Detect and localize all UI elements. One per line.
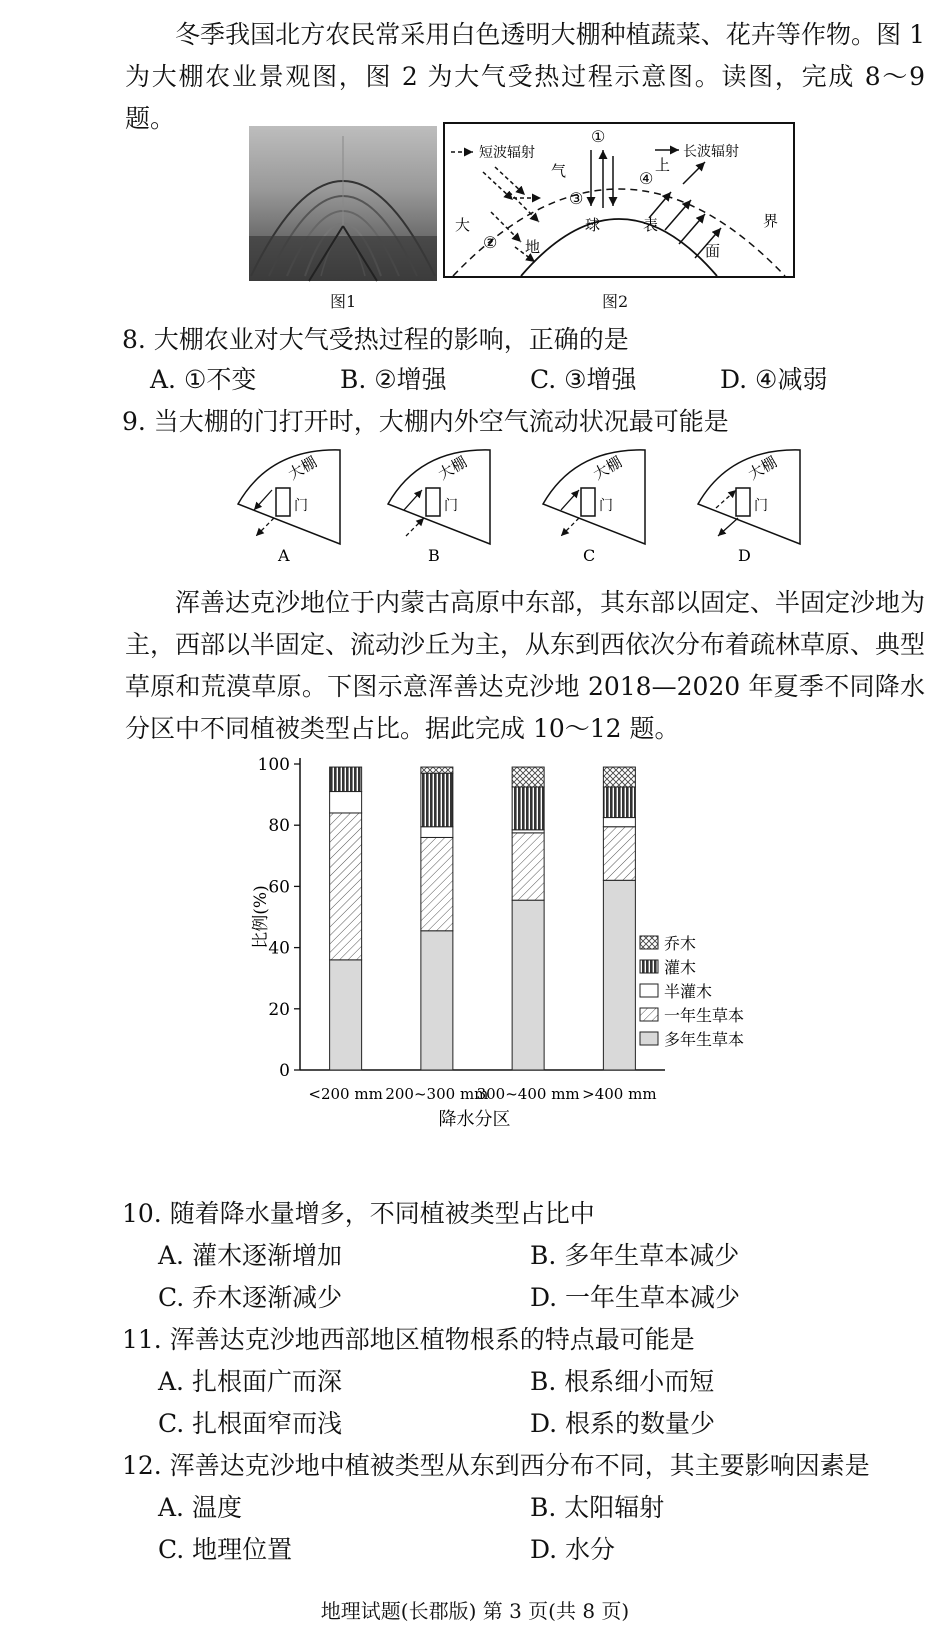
atmosphere-heating-diagram xyxy=(443,122,795,280)
q9-greenhouse-diagrams xyxy=(230,448,830,568)
q8-option-b[interactable]: B. ②增强 xyxy=(340,365,447,394)
atmos-char-3: 上 xyxy=(655,156,671,174)
question-12-stem: 12. 浑善达克沙地中植被类型从东到西分布不同，其主要影响因素是 xyxy=(122,1451,870,1480)
bar-4-series-2 xyxy=(603,827,635,881)
greenhouse-label-d: 大棚 xyxy=(745,452,780,484)
q11-option-d[interactable]: D. 根系的数量少 xyxy=(530,1409,716,1438)
earth-char-1: 地 xyxy=(525,238,541,256)
q9-option-d[interactable]: D xyxy=(738,546,751,565)
q12-option-c[interactable]: C. 地理位置 xyxy=(158,1535,293,1564)
q8-option-c[interactable]: C. ③增强 xyxy=(530,365,637,394)
bar-4-series-4 xyxy=(603,787,635,818)
x-tick-label-1: <200 mm xyxy=(308,1085,383,1103)
q12-option-a[interactable]: A. 温度 xyxy=(158,1493,242,1522)
intro-paragraph-2: 浑善达克沙地位于内蒙古高原中东部，其东部以固定、半固定沙地为主，西部以半固定、流动沙丘为主，从东到西依次分布着疏林草原、典型草原和荒漠草原。下图示意浑善达克沙地 2018—2020 年夏季不同降水分区中不同植被类型占比。据此完成 10～12 题。 xyxy=(125,588,926,743)
y-tick-label-0: 0 xyxy=(279,1061,290,1081)
earth-char-2: 球 xyxy=(585,216,601,234)
question-10-stem: 10. 随着降水量增多，不同植被类型占比中 xyxy=(122,1199,595,1228)
earth-char-4: 面 xyxy=(705,242,721,260)
atmos-char-1: 大 xyxy=(455,216,471,234)
atmos-char-2: 气 xyxy=(551,162,567,180)
q9-option-a[interactable]: A xyxy=(278,546,290,565)
marker-3: ③ xyxy=(569,189,584,208)
q8-option-d[interactable]: D. ④减弱 xyxy=(720,365,828,394)
q9-diagram-b xyxy=(388,450,490,565)
q9-diagram-d xyxy=(698,450,800,565)
bar-2-series-3 xyxy=(421,827,453,838)
vegetation-ratio-chart xyxy=(250,752,745,1137)
y-tick-label-60: 60 xyxy=(268,877,290,898)
bar-4-series-3 xyxy=(603,818,635,827)
long-wave-label: 长波辐射 xyxy=(683,144,739,160)
bar-3-series-2 xyxy=(512,833,544,900)
greenhouse-label-c: 大棚 xyxy=(590,452,625,484)
bar-1-series-3 xyxy=(330,792,362,813)
bar-2-series-5 xyxy=(421,767,453,773)
legend-swatch-3 xyxy=(640,984,658,997)
x-tick-label-3: 300~400 mm xyxy=(476,1085,580,1103)
bar-1-series-4 xyxy=(330,767,362,791)
legend-swatch-1 xyxy=(640,1032,658,1045)
bar-4-series-1 xyxy=(603,880,635,1070)
legend-swatch-4 xyxy=(640,960,658,973)
figure-2-caption: 图2 xyxy=(602,292,629,311)
bar-2-series-4 xyxy=(421,773,453,827)
short-wave-label: 短波辐射 xyxy=(479,145,535,161)
atmosphere-boundary xyxy=(453,189,785,276)
x-axis-label: 降水分区 xyxy=(438,1109,511,1130)
y-tick-label-80: 80 xyxy=(268,816,290,837)
atmos-char-4: 界 xyxy=(763,212,779,230)
marker-1: ① xyxy=(591,127,606,146)
bar-3-series-5 xyxy=(512,767,544,787)
q9-diagram-c xyxy=(543,450,645,565)
q9-option-c[interactable]: C xyxy=(583,546,596,565)
greenhouse-photo xyxy=(249,126,437,281)
intro-paragraph-1: 冬季我国北方农民常采用白色透明大棚种植蔬菜、花卉等作物。图 1 为大棚农业景观图，图 2 为大气受热过程示意图。读图，完成 8～9 题。 xyxy=(125,20,925,133)
q12-option-d[interactable]: D. 水分 xyxy=(530,1535,616,1564)
legend-label-1: 多年生草本 xyxy=(664,1030,745,1049)
marker-2: ② xyxy=(483,233,498,252)
earth-surface xyxy=(521,219,717,276)
door-label-c: 门 xyxy=(599,498,613,514)
y-axis-label: 比例(%) xyxy=(251,885,271,949)
bar-2-series-2 xyxy=(421,837,453,930)
earth-char-3: 表 xyxy=(643,216,659,234)
bar-3-series-4 xyxy=(512,787,544,830)
q10-option-c[interactable]: C. 乔木逐渐减少 xyxy=(158,1283,343,1312)
q10-option-a[interactable]: A. 灌木逐渐增加 xyxy=(158,1241,342,1270)
greenhouse-label-a: 大棚 xyxy=(285,452,320,484)
legend-label-4: 灌木 xyxy=(664,958,697,977)
page-footer: 地理试题(长郡版) 第 3 页(共 8 页) xyxy=(320,1599,630,1623)
legend-swatch-5 xyxy=(640,936,658,949)
door-label-d: 门 xyxy=(754,498,768,514)
question-8-stem: 8. 大棚农业对大气受热过程的影响，正确的是 xyxy=(122,325,629,354)
q8-option-a[interactable]: A. ①不变 xyxy=(150,365,257,394)
question-9-stem: 9. 当大棚的门打开时，大棚内外空气流动状况最可能是 xyxy=(122,407,729,436)
bar-2-series-1 xyxy=(421,931,453,1070)
q12-option-b[interactable]: B. 太阳辐射 xyxy=(530,1493,665,1522)
q11-option-b[interactable]: B. 根系细小而短 xyxy=(530,1367,715,1396)
y-tick-label-40: 40 xyxy=(268,938,290,959)
legend-label-5: 乔木 xyxy=(664,934,697,953)
greenhouse-label-b: 大棚 xyxy=(435,452,470,484)
legend-label-3: 半灌木 xyxy=(664,982,713,1001)
q9-diagram-a xyxy=(238,450,340,565)
bar-1-series-1 xyxy=(330,960,362,1070)
y-tick-label-100: 100 xyxy=(257,755,290,775)
legend-label-2: 一年生草本 xyxy=(664,1006,745,1025)
q9-option-b[interactable]: B xyxy=(428,546,440,565)
q11-option-a[interactable]: A. 扎根面广而深 xyxy=(158,1367,342,1396)
bar-4-series-5 xyxy=(603,767,635,787)
x-tick-label-2: 200~300 mm xyxy=(385,1085,489,1103)
door-label-b: 门 xyxy=(444,498,458,514)
bar-1-series-2 xyxy=(330,813,362,960)
legend-swatch-2 xyxy=(640,1008,658,1021)
question-11-stem: 11. 浑善达克沙地西部地区植物根系的特点最可能是 xyxy=(122,1325,695,1354)
q10-option-d[interactable]: D. 一年生草本减少 xyxy=(530,1283,741,1312)
q10-option-b[interactable]: B. 多年生草本减少 xyxy=(530,1241,740,1270)
bar-3-series-1 xyxy=(512,900,544,1070)
door-label-a: 门 xyxy=(294,498,308,514)
x-tick-label-4: >400 mm xyxy=(582,1085,657,1103)
y-tick-label-20: 20 xyxy=(268,999,290,1020)
q11-option-c[interactable]: C. 扎根面窄而浅 xyxy=(158,1409,343,1438)
marker-4: ④ xyxy=(639,169,654,188)
figure-1-caption: 图1 xyxy=(330,292,357,311)
